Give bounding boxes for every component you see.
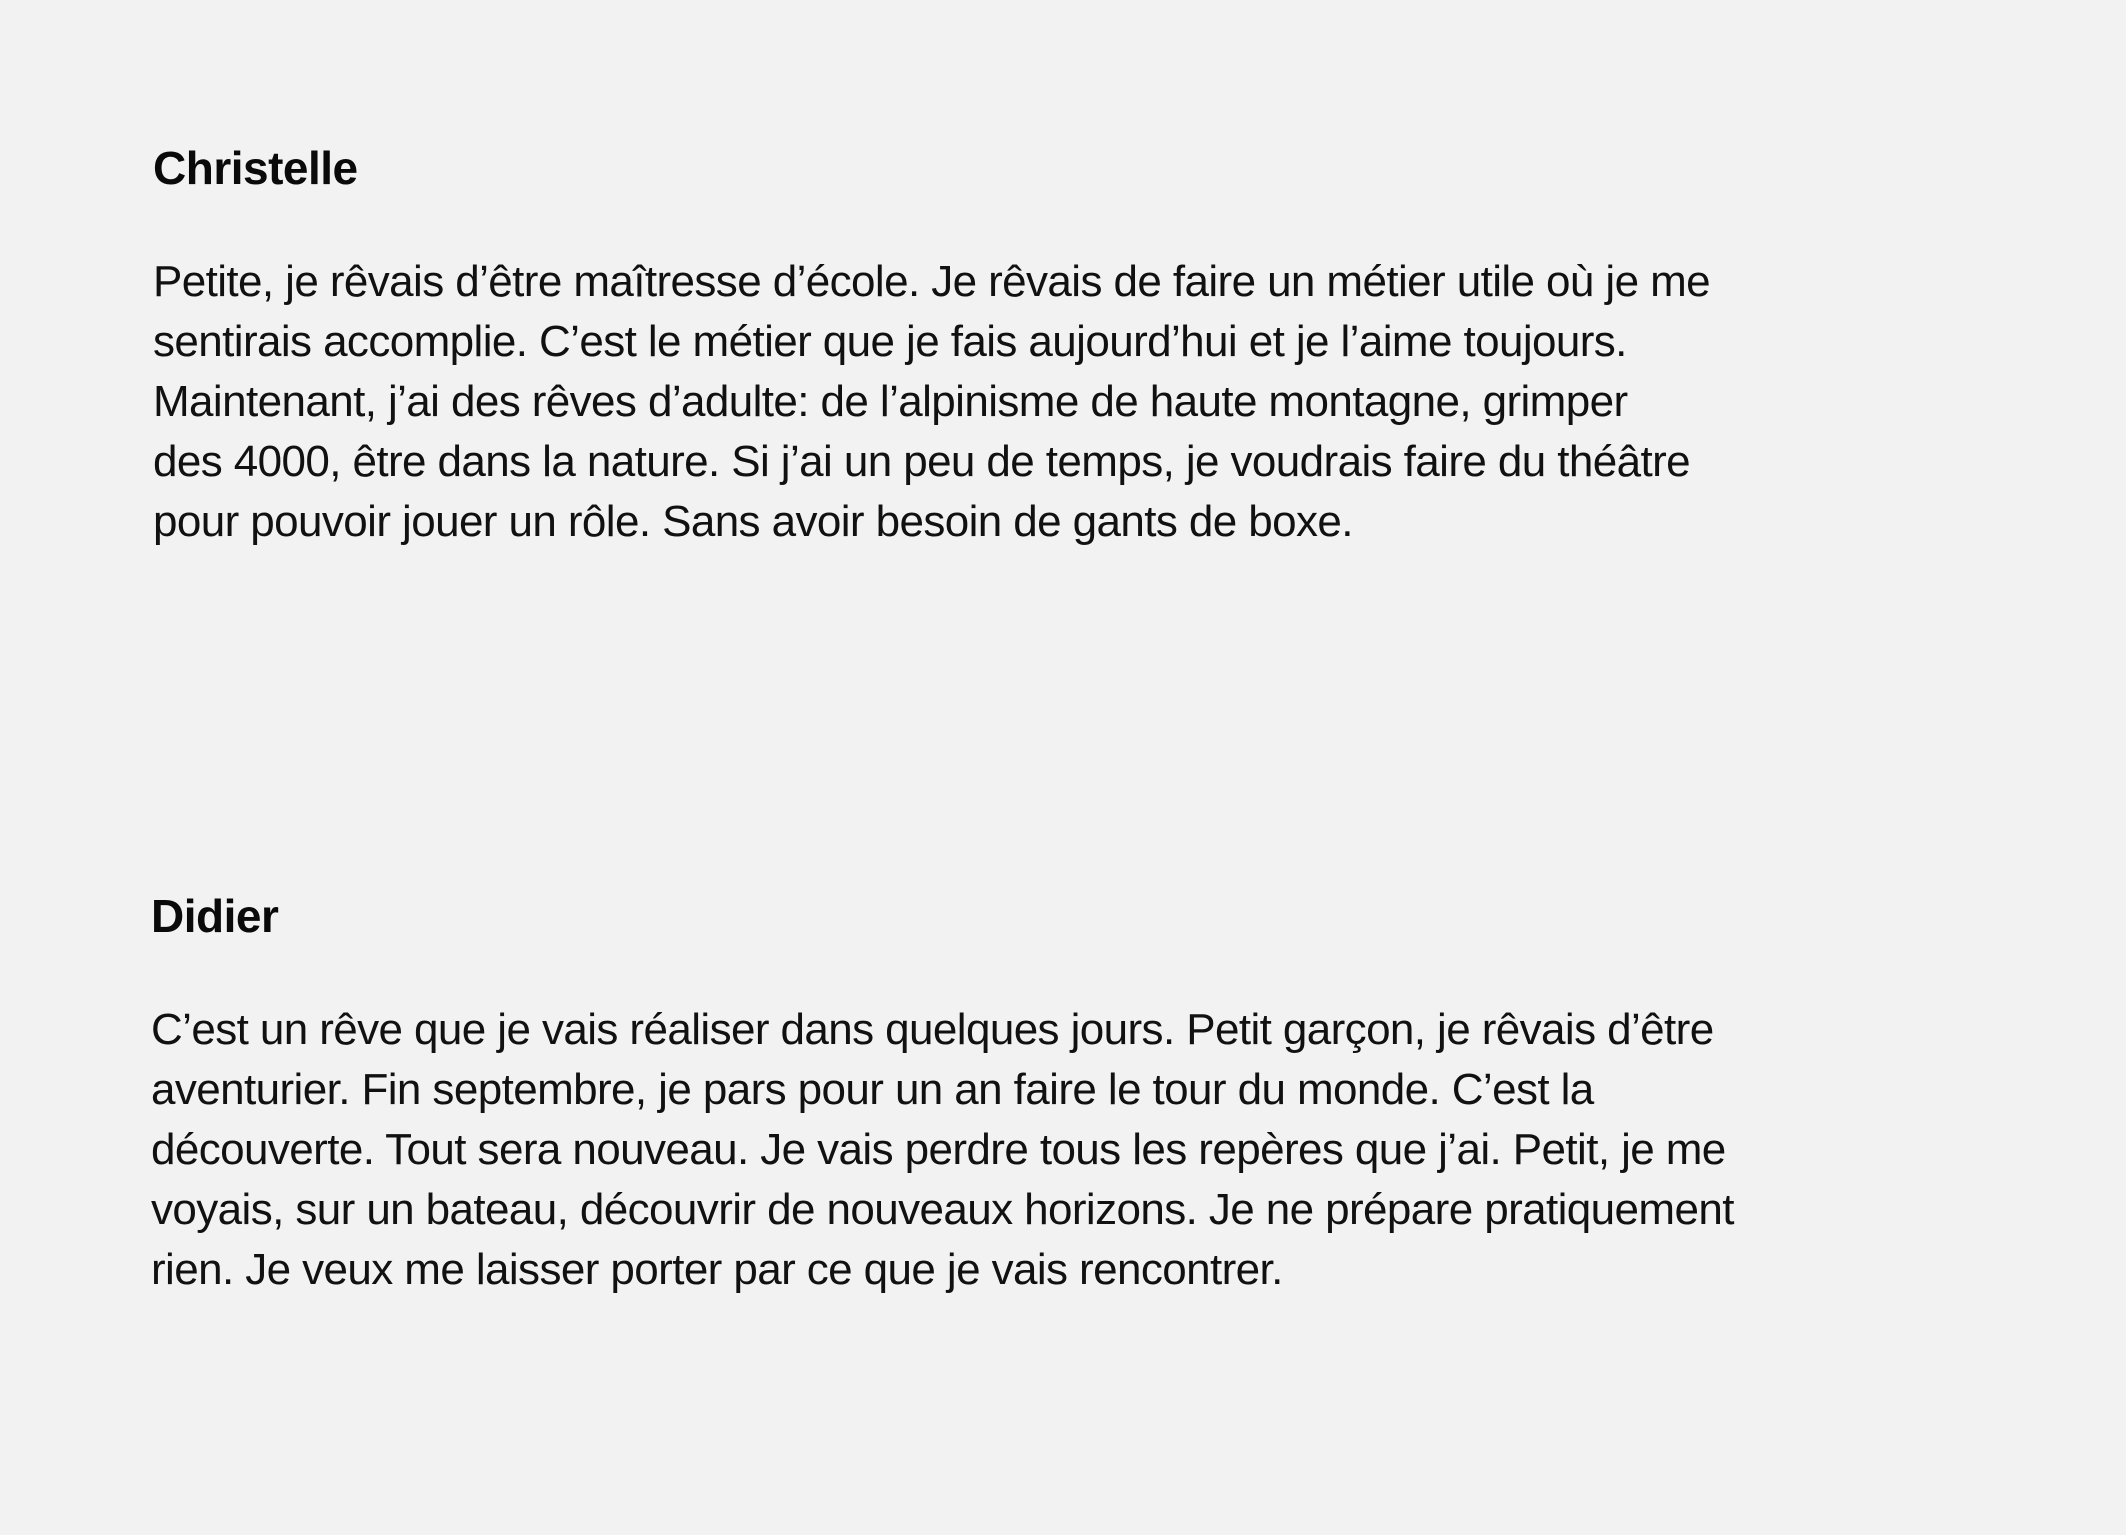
entry-text [153,252,2053,552]
text-line: voyais, sur un bateau, découvrir de nouveaux horizons. Je ne prépare pratiquement [151,1185,1734,1234]
text-line: Petite, je rêvais d’être maîtresse d’école. Je rêvais de faire un métier utile où je me [153,257,1711,306]
text-line: rien. Je veux me laisser porter par ce que je vais rencontrer. [151,1245,1283,1294]
entry-christelle [153,140,2053,552]
text-line: des 4000, être dans la nature. Si j’ai un peu de temps, je voudrais faire du théâtre [153,437,1691,486]
entry-didier [151,888,2051,1300]
text-line: découverte. Tout sera nouveau. Je vais perdre tous les repères que j’ai. Petit, je me [151,1125,1726,1174]
text-line: pour pouvoir jouer un rôle. Sans avoir besoin de gants de boxe. [153,497,1353,546]
entry-name: Didier [151,890,279,942]
text-line: aventurier. Fin septembre, je pars pour un an faire le tour du monde. C’est la [151,1065,1594,1114]
entry-text [151,1000,2051,1300]
text-line: sentirais accomplie. C’est le métier que je fais aujourd’hui et je l’aime toujours. [153,317,1627,366]
text-line: Maintenant, j’ai des rêves d’adulte: de l’alpinisme de haute montagne, grimper [153,377,1628,426]
text-line: C’est un rêve que je vais réaliser dans quelques jours. Petit garçon, je rêvais d’être [151,1005,1714,1054]
entry-name: Christelle [153,142,358,194]
